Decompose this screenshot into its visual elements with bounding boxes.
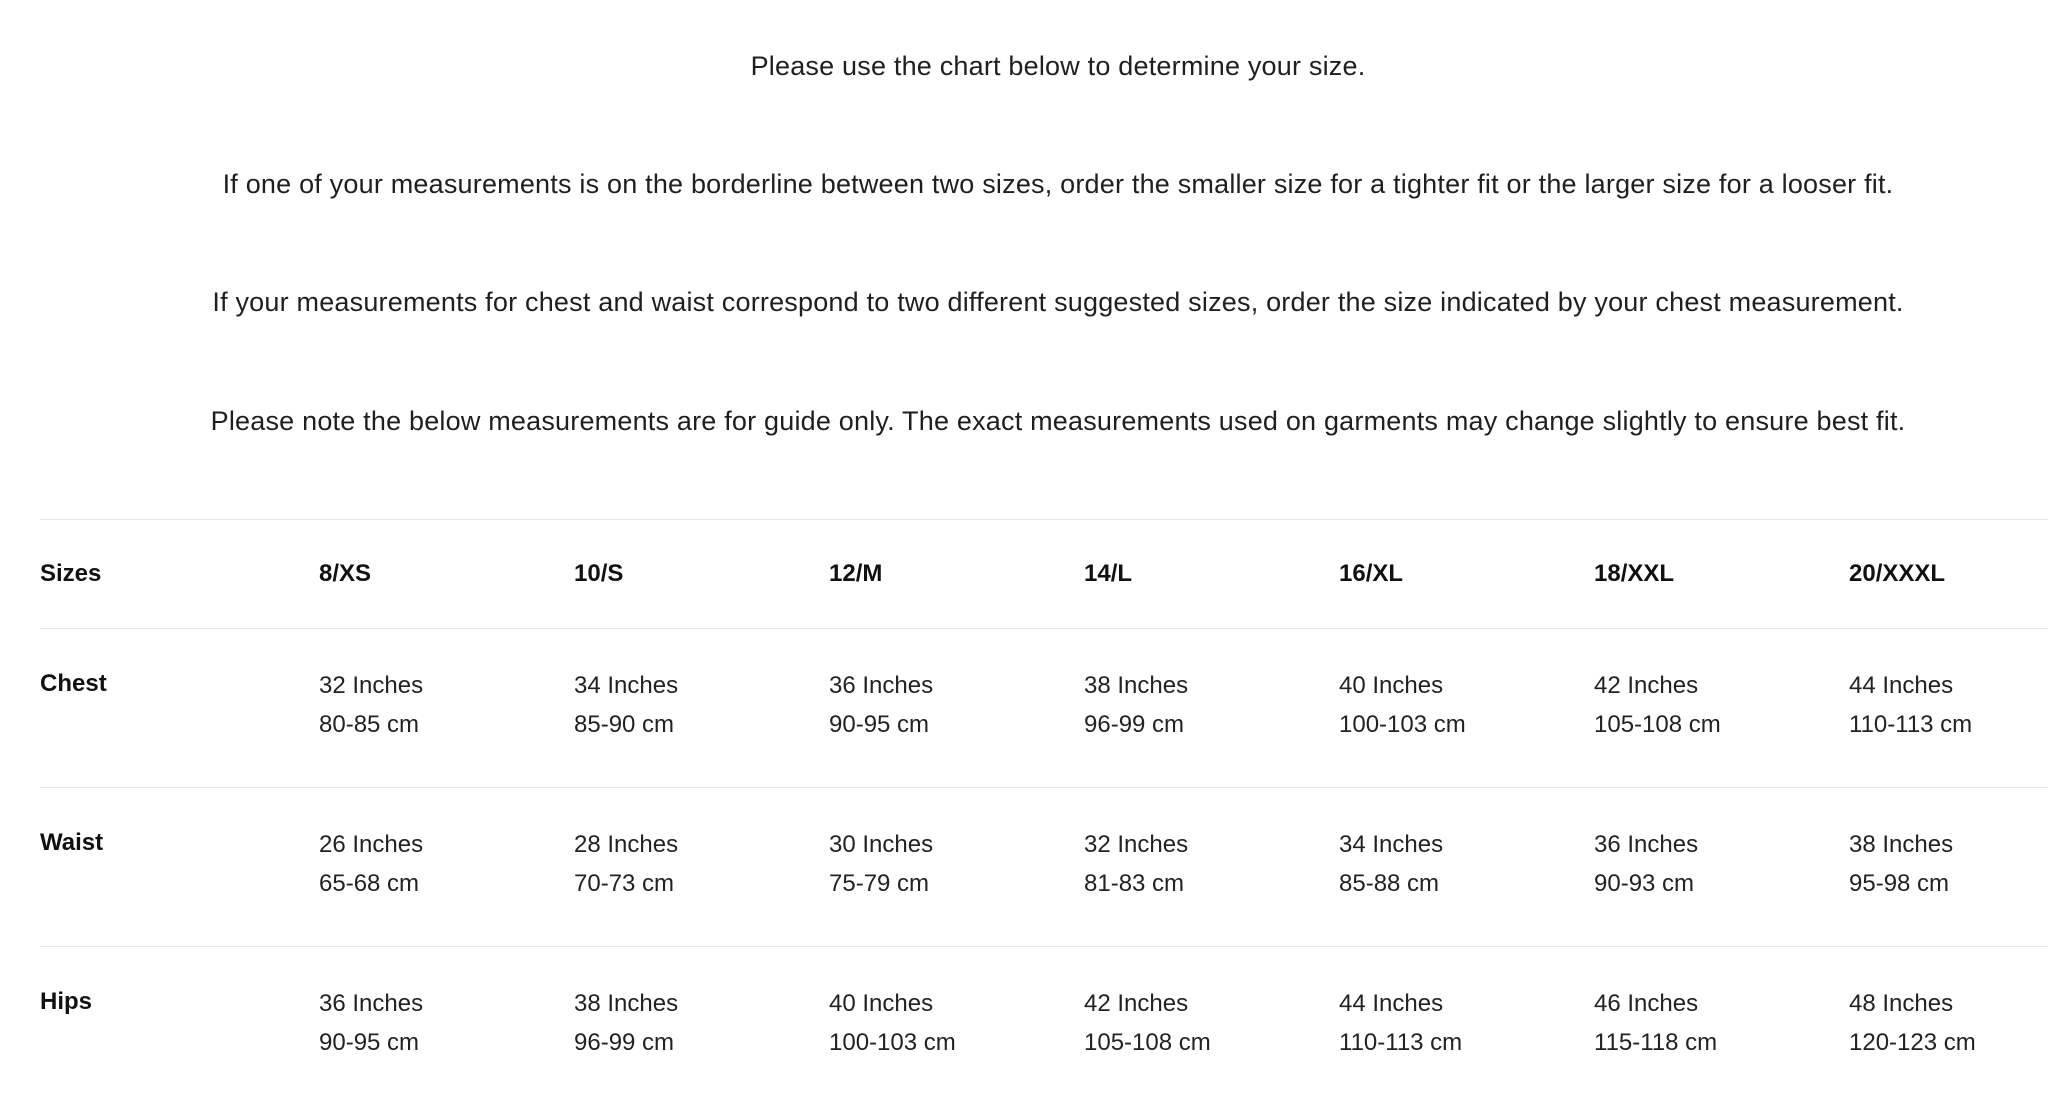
table-row-chest xyxy=(40,628,2048,787)
row-label: Hips xyxy=(40,988,93,1015)
measurement-cm: 85-88 cm xyxy=(1339,870,1440,897)
measurement-cell xyxy=(1339,666,1466,744)
measurement-cm: 90-95 cm xyxy=(829,711,930,738)
measurement-cm: 115-118 cm xyxy=(1594,1029,1718,1056)
measurement-cell xyxy=(574,984,678,1062)
measurement-cm: 110-113 cm xyxy=(1849,711,1973,738)
measurement-cell xyxy=(574,825,678,903)
measurement-cell xyxy=(1084,984,1211,1062)
measurement-inches: 40 Inches xyxy=(829,990,934,1017)
measurement-cm: 70-73 cm xyxy=(574,870,675,897)
measurement-cm: 95-98 cm xyxy=(1849,870,1950,897)
measurement-cm: 90-95 cm xyxy=(319,1029,420,1056)
row-label: Chest xyxy=(40,670,107,697)
measurement-cm: 80-85 cm xyxy=(319,711,420,738)
measurement-inches: 42 Inches xyxy=(1084,990,1189,1017)
measurement-inches: 26 Inches xyxy=(319,831,424,858)
measurement-cm: 100-103 cm xyxy=(829,1029,956,1056)
measurement-cell xyxy=(1594,666,1721,744)
measurement-cm: 100-103 cm xyxy=(1339,711,1466,738)
measurement-inches: 38 Inches xyxy=(1849,831,1954,858)
measurement-cm: 65-68 cm xyxy=(319,870,420,897)
measurement-inches: 36 Inches xyxy=(319,990,424,1017)
intro-text: Please note the below measurements are for guide only. The exact measurements used on garments may change slightly to ensure best fit. xyxy=(210,406,1906,436)
measurement-cell xyxy=(1849,825,1953,903)
measurement-inches: 36 Inches xyxy=(1594,831,1699,858)
measurement-inches: 34 Inches xyxy=(1339,831,1444,858)
row-label: Waist xyxy=(40,829,104,856)
measurement-cell xyxy=(574,666,678,744)
measurement-cell xyxy=(829,825,933,903)
measurement-cell xyxy=(1339,825,1443,903)
header-cell-size: 10/S xyxy=(574,560,624,587)
measurement-cell xyxy=(1594,825,1698,903)
measurement-inches: 30 Inches xyxy=(829,831,934,858)
table-row-waist xyxy=(40,787,2048,946)
measurement-inches: 44 Inches xyxy=(1339,990,1444,1017)
measurement-inches: 48 Inches xyxy=(1849,990,1954,1017)
measurement-cell xyxy=(829,666,933,744)
measurement-inches: 44 Inches xyxy=(1849,672,1954,699)
intro-text: Please use the chart below to determine your size. xyxy=(750,51,1366,81)
table-row-hips xyxy=(40,946,2048,1105)
measurement-cell xyxy=(319,825,423,903)
header-cell-sizes: Sizes xyxy=(40,560,102,587)
measurement-cell xyxy=(319,666,423,744)
measurement-cell xyxy=(1594,984,1717,1062)
measurement-cm: 110-113 cm xyxy=(1339,1029,1463,1056)
measurement-cell xyxy=(1339,984,1462,1062)
measurement-cell xyxy=(319,984,423,1062)
measurement-cm: 90-93 cm xyxy=(1594,870,1695,897)
measurement-cm: 81-83 cm xyxy=(1084,870,1185,897)
measurement-cm: 85-90 cm xyxy=(574,711,675,738)
measurement-cm: 105-108 cm xyxy=(1594,711,1721,738)
measurement-cm: 96-99 cm xyxy=(574,1029,675,1056)
measurement-inches: 32 Inches xyxy=(1084,831,1189,858)
header-cell-size: 20/XXXL xyxy=(1849,560,1946,587)
measurement-inches: 32 Inches xyxy=(319,672,424,699)
measurement-cell xyxy=(1084,666,1188,744)
measurement-cm: 120-123 cm xyxy=(1849,1029,1976,1056)
measurement-inches: 36 Inches xyxy=(829,672,934,699)
measurement-inches: 46 Inches xyxy=(1594,990,1699,1017)
size-chart-table xyxy=(40,519,2048,1105)
measurement-inches: 38 Inches xyxy=(1084,672,1189,699)
measurement-cell xyxy=(1849,666,1972,744)
measurement-inches: 40 Inches xyxy=(1339,672,1444,699)
intro-text: If one of your measurements is on the borderline between two sizes, order the smaller size for a tighter fit or the larger size for a looser fit. xyxy=(222,169,1894,199)
header-cell-size: 8/XS xyxy=(319,560,372,587)
measurement-cm: 105-108 cm xyxy=(1084,1029,1211,1056)
measurement-inches: 38 Inches xyxy=(574,990,679,1017)
measurement-cell xyxy=(829,984,956,1062)
header-cell-size: 16/XL xyxy=(1339,560,1404,587)
measurement-cell xyxy=(1849,984,1976,1062)
header-cell-size: 18/XXL xyxy=(1594,560,1675,587)
measurement-cell xyxy=(1084,825,1188,903)
header-cell-size: 14/L xyxy=(1084,560,1133,587)
intro-text: If your measurements for chest and waist correspond to two different suggested sizes, order the size indicated by your chest measurement. xyxy=(212,287,1904,317)
header-cell-size: 12/M xyxy=(829,560,883,587)
measurement-cm: 75-79 cm xyxy=(829,870,930,897)
measurement-inches: 28 Inches xyxy=(574,831,679,858)
table-header-row xyxy=(40,519,2048,628)
measurement-inches: 34 Inches xyxy=(574,672,679,699)
measurement-inches: 42 Inches xyxy=(1594,672,1699,699)
measurement-cm: 96-99 cm xyxy=(1084,711,1185,738)
